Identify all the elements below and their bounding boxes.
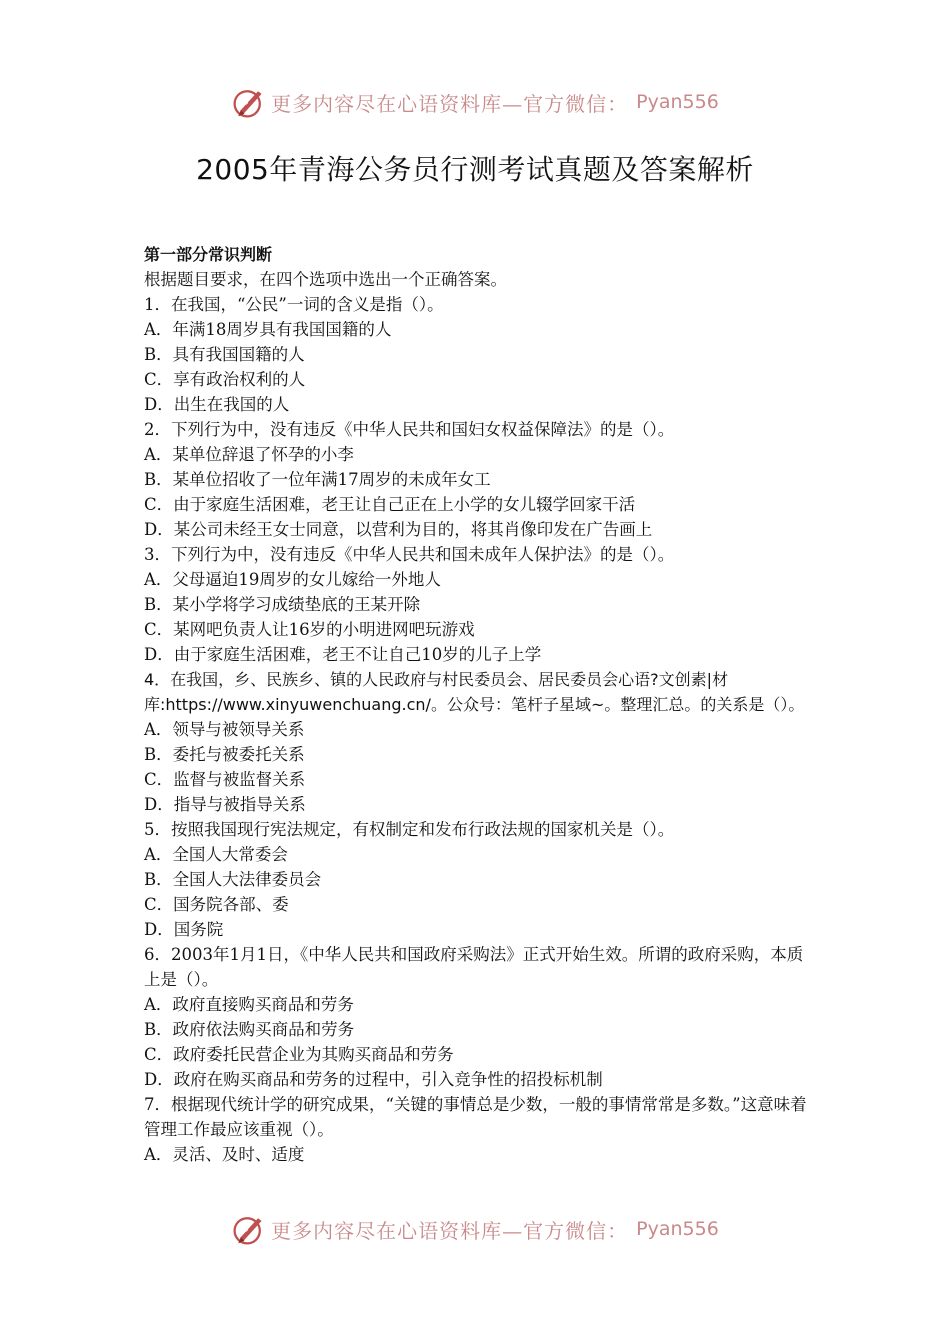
question-line: 7．根据现代统计学的研究成果，“关键的事情总是少数，一般的事情常常是多数。”这意味着管理工作最应该重视（）。: [144, 1095, 807, 1139]
option-line: C．国务院各部、委: [144, 895, 289, 914]
option-line: B．全国人大法律委员会: [144, 870, 322, 889]
option-line: A．领导与被领导关系: [144, 720, 305, 739]
option-line: B．委托与被委托关系: [144, 745, 305, 764]
section-heading: 第一部分常识判断: [144, 245, 273, 264]
question-line: 3．下列行为中，没有违反《中华人民共和国未成年人保护法》的是（）。: [144, 545, 675, 564]
banner-wechat-id: Pyan556: [636, 91, 719, 113]
question-line: 4．在我国，乡、民族乡、镇的人民政府与村民委员会、居民委员会心语?文创素|材库:https://www.xinyuwenchuang.cn/。公众号：笔杆子星域~。整理汇总。的关系是（）。: [144, 670, 805, 714]
question-line: 1．在我国，“公民”一词的含义是指（）。: [144, 295, 444, 314]
option-line: A．全国人大常委会: [144, 845, 288, 864]
instruction-text: 根据题目要求，在四个选项中选出一个正确答案。: [144, 270, 507, 289]
banner-wechat-id: Pyan556: [636, 1218, 719, 1240]
option-line: D．政府在购买商品和劳务的过程中，引入竞争性的招投标机制: [144, 1070, 603, 1089]
option-line: A．年满18周岁具有我国国籍的人: [144, 320, 392, 339]
question-line: 2．下列行为中，没有违反《中华人民共和国妇女权益保障法》的是（）。: [144, 420, 675, 439]
option-line: D．某公司未经王女士同意，以营利为目的，将其肖像印发在广告画上: [144, 520, 653, 539]
pen-logo-icon: [231, 84, 267, 120]
option-line: D．出生在我国的人: [144, 395, 290, 414]
banner-text: 更多内容尽在心语资料库—官方微信：: [271, 91, 629, 116]
option-line: D．由于家庭生活困难，老王不让自己10岁的儿子上学: [144, 645, 542, 664]
page-title: 2005年青海公务员行测考试真题及答案解析: [196, 153, 754, 186]
header-watermark-banner: [0, 82, 950, 122]
footer-watermark-banner: [0, 1209, 950, 1249]
option-line: A．灵活、及时、适度: [144, 1145, 305, 1164]
option-line: A．某单位辞退了怀孕的小李: [144, 445, 354, 464]
option-line: C．某网吧负责人让16岁的小明进网吧玩游戏: [144, 620, 475, 639]
question-line: 6．2003年1月1日，《中华人民共和国政府采购法》正式开始生效。所谓的政府采购，本质上是（）。: [144, 945, 804, 989]
option-line: B．某单位招收了一位年满17周岁的未成年女工: [144, 470, 491, 489]
option-line: D．指导与被指导关系: [144, 795, 306, 814]
option-line: B．政府依法购买商品和劳务: [144, 1020, 355, 1039]
option-line: A．父母逼迫19周岁的女儿嫁给一外地人: [144, 570, 441, 589]
document-body: [144, 242, 812, 1167]
option-line: C．政府委托民营企业为其购买商品和劳务: [144, 1045, 454, 1064]
banner-text: 更多内容尽在心语资料库—官方微信：: [271, 1218, 629, 1243]
option-line: D．国务院: [144, 920, 224, 939]
option-line: C．监督与被监督关系: [144, 770, 306, 789]
option-line: A．政府直接购买商品和劳务: [144, 995, 354, 1014]
question-line: 5．按照我国现行宪法规定，有权制定和发布行政法规的国家机关是（）。: [144, 820, 675, 839]
pen-logo-icon: [231, 1211, 267, 1247]
option-line: B．具有我国国籍的人: [144, 345, 305, 364]
option-line: C．享有政治权利的人: [144, 370, 306, 389]
option-line: C．由于家庭生活困难，老王让自己正在上小学的女儿辍学回家干活: [144, 495, 636, 514]
option-line: B．某小学将学习成绩垫底的王某开除: [144, 595, 421, 614]
